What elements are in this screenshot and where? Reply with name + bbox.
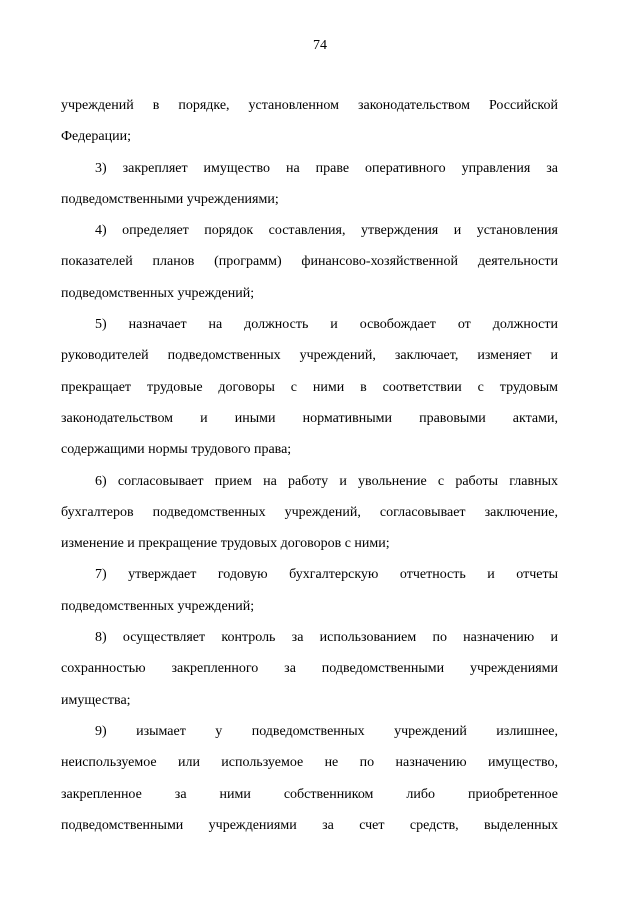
text-line: 6) согласовывает прием на работу и увольнение с работы главных	[95, 473, 558, 489]
text-line: сохранностью закрепленного за подведомственными учреждениями	[61, 661, 558, 677]
text-line: неиспользуемое или используемое не по назначению имущество,	[61, 755, 558, 771]
text-line: 5) назначает на должность и освобождает от должности	[95, 317, 558, 333]
text-line: изменение и прекращение трудовых договоров с ними;	[61, 536, 390, 552]
text-line: 4) определяет порядок составления, утверждения и установления	[95, 223, 558, 239]
text-line: бухгалтеров подведомственных учреждений, согласовывает заключение,	[61, 504, 558, 520]
text-line: закрепленное за ними собственником либо приобретенное	[61, 786, 558, 802]
text-line: Федерации;	[61, 129, 132, 145]
text-line: имущества;	[61, 692, 131, 708]
text-line: подведомственными учреждениями;	[61, 191, 279, 207]
text-line: подведомственных учреждений;	[61, 598, 255, 614]
text-line: 9) изымает у подведомственных учреждений излишнее,	[95, 723, 558, 739]
text-line: содержащими нормы трудового права;	[61, 442, 292, 458]
text-line: учреждений в порядке, установленном законодательством Российской	[61, 98, 558, 113]
text-line: руководителей подведомственных учреждений, заключает, изменяет и	[61, 348, 558, 364]
text-line: подведомственными учреждениями за счет средств, выделенных	[61, 817, 558, 833]
text-line: законодательством и иными нормативными правовыми актами,	[61, 410, 558, 426]
text-line: 7) утверждает годовую бухгалтерскую отчетность и отчеты	[95, 567, 558, 583]
text-line: показателей планов (программ) финансово-хозяйственной деятельности	[61, 254, 558, 270]
text-line: 3) закрепляет имущество на праве оперативного управления за	[95, 160, 558, 176]
text-line: прекращает трудовые договоры с ними в соответствии с трудовым	[61, 379, 558, 395]
page-number: 74	[313, 38, 327, 53]
text-line: 8) осуществляет контроль за использованием по назначению и	[95, 630, 558, 646]
document-body	[61, 90, 558, 841]
text-line: подведомственных учреждений;	[61, 285, 255, 301]
